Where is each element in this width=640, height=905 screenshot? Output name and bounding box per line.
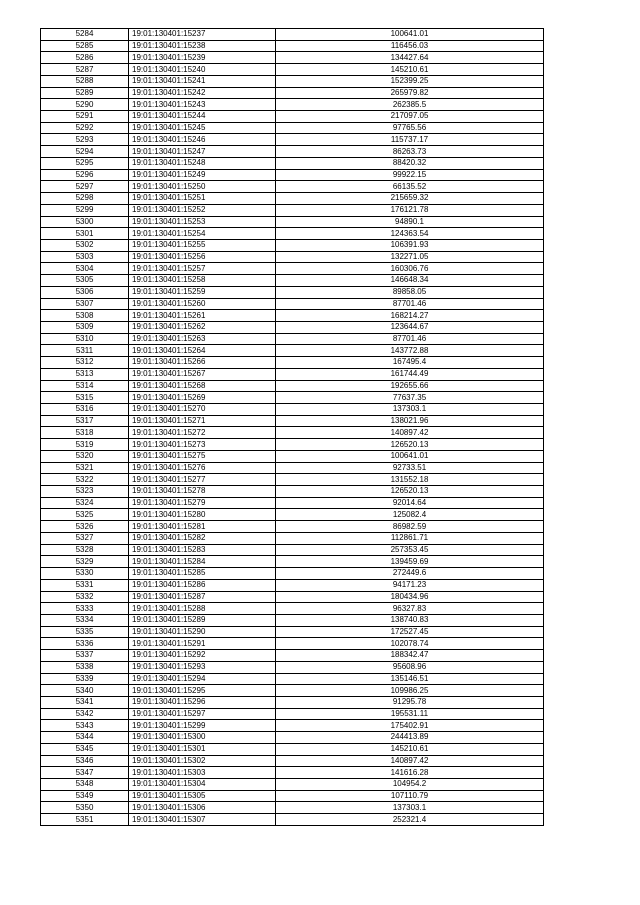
row-number-cell: 5292 — [41, 122, 129, 134]
amount-cell: 87701.46 — [276, 298, 544, 310]
amount-cell: 175402.91 — [276, 720, 544, 732]
cadastral-number-cell: 19:01:130401:15263 — [129, 333, 276, 345]
cadastral-number-cell: 19:01:130401:15283 — [129, 544, 276, 556]
table-row — [41, 802, 544, 814]
table-row — [41, 450, 544, 462]
row-number-cell: 5290 — [41, 99, 129, 111]
amount-cell: 168214.27 — [276, 310, 544, 322]
table-row — [41, 134, 544, 146]
cadastral-number-cell: 19:01:130401:15282 — [129, 532, 276, 544]
row-number-cell: 5286 — [41, 52, 129, 64]
amount-cell: 172527.45 — [276, 626, 544, 638]
cadastral-number-cell: 19:01:130401:15285 — [129, 568, 276, 580]
cadastral-number-cell: 19:01:130401:15273 — [129, 439, 276, 451]
cadastral-number-cell: 19:01:130401:15304 — [129, 779, 276, 791]
data-table — [40, 28, 544, 826]
table-row — [41, 298, 544, 310]
cadastral-number-cell: 19:01:130401:15271 — [129, 415, 276, 427]
cadastral-number-cell: 19:01:130401:15269 — [129, 392, 276, 404]
amount-cell: 126520.13 — [276, 439, 544, 451]
cadastral-number-cell: 19:01:130401:15286 — [129, 579, 276, 591]
cadastral-number-cell: 19:01:130401:15303 — [129, 767, 276, 779]
cadastral-number-cell: 19:01:130401:15272 — [129, 427, 276, 439]
table-row — [41, 193, 544, 205]
table-row — [41, 462, 544, 474]
row-number-cell: 5314 — [41, 380, 129, 392]
table-row — [41, 228, 544, 240]
amount-cell: 176121.78 — [276, 204, 544, 216]
row-number-cell: 5310 — [41, 333, 129, 345]
row-number-cell: 5345 — [41, 743, 129, 755]
amount-cell: 262385.5 — [276, 99, 544, 111]
row-number-cell: 5294 — [41, 146, 129, 158]
table-row — [41, 345, 544, 357]
table-row — [41, 732, 544, 744]
cadastral-number-cell: 19:01:130401:15262 — [129, 321, 276, 333]
row-number-cell: 5295 — [41, 157, 129, 169]
cadastral-number-cell: 19:01:130401:15258 — [129, 275, 276, 287]
amount-cell: 132271.05 — [276, 251, 544, 263]
table-row — [41, 64, 544, 76]
amount-cell: 109986.25 — [276, 685, 544, 697]
row-number-cell: 5288 — [41, 75, 129, 87]
amount-cell: 88420.32 — [276, 157, 544, 169]
amount-cell: 152399.25 — [276, 75, 544, 87]
amount-cell: 137303.1 — [276, 404, 544, 416]
table-row — [41, 427, 544, 439]
cadastral-number-cell: 19:01:130401:15300 — [129, 732, 276, 744]
table-row — [41, 486, 544, 498]
row-number-cell: 5321 — [41, 462, 129, 474]
cadastral-number-cell: 19:01:130401:15291 — [129, 638, 276, 650]
cadastral-number-cell: 19:01:130401:15289 — [129, 614, 276, 626]
row-number-cell: 5325 — [41, 509, 129, 521]
table-row — [41, 368, 544, 380]
table-row — [41, 626, 544, 638]
table-row — [41, 122, 544, 134]
cadastral-number-cell: 19:01:130401:15247 — [129, 146, 276, 158]
table-row — [41, 579, 544, 591]
cadastral-number-cell: 19:01:130401:15237 — [129, 29, 276, 41]
amount-cell: 138740.83 — [276, 614, 544, 626]
row-number-cell: 5317 — [41, 415, 129, 427]
amount-cell: 89858.05 — [276, 286, 544, 298]
row-number-cell: 5348 — [41, 779, 129, 791]
row-number-cell: 5315 — [41, 392, 129, 404]
row-number-cell: 5320 — [41, 450, 129, 462]
amount-cell: 106391.93 — [276, 239, 544, 251]
cadastral-number-cell: 19:01:130401:15294 — [129, 673, 276, 685]
cadastral-number-cell: 19:01:130401:15276 — [129, 462, 276, 474]
amount-cell: 131552.18 — [276, 474, 544, 486]
row-number-cell: 5329 — [41, 556, 129, 568]
table-row — [41, 767, 544, 779]
row-number-cell: 5291 — [41, 111, 129, 123]
row-number-cell: 5339 — [41, 673, 129, 685]
row-number-cell: 5332 — [41, 591, 129, 603]
table-row — [41, 286, 544, 298]
row-number-cell: 5287 — [41, 64, 129, 76]
table-row — [41, 790, 544, 802]
cadastral-number-cell: 19:01:130401:15295 — [129, 685, 276, 697]
data-sheet — [40, 28, 543, 826]
amount-cell: 146648.34 — [276, 275, 544, 287]
row-number-cell: 5324 — [41, 497, 129, 509]
table-row — [41, 439, 544, 451]
cadastral-number-cell: 19:01:130401:15290 — [129, 626, 276, 638]
amount-cell: 99922.15 — [276, 169, 544, 181]
amount-cell: 188342.47 — [276, 650, 544, 662]
amount-cell: 77637.35 — [276, 392, 544, 404]
cadastral-number-cell: 19:01:130401:15305 — [129, 790, 276, 802]
cadastral-number-cell: 19:01:130401:15246 — [129, 134, 276, 146]
cadastral-number-cell: 19:01:130401:15301 — [129, 743, 276, 755]
cadastral-number-cell: 19:01:130401:15292 — [129, 650, 276, 662]
amount-cell: 135146.51 — [276, 673, 544, 685]
table-row — [41, 708, 544, 720]
amount-cell: 96327.83 — [276, 603, 544, 615]
cadastral-number-cell: 19:01:130401:15284 — [129, 556, 276, 568]
table-row — [41, 239, 544, 251]
row-number-cell: 5333 — [41, 603, 129, 615]
amount-cell: 272449.6 — [276, 568, 544, 580]
table-row — [41, 779, 544, 791]
row-number-cell: 5346 — [41, 755, 129, 767]
table-row — [41, 275, 544, 287]
table-row — [41, 251, 544, 263]
amount-cell: 66135.52 — [276, 181, 544, 193]
table-row — [41, 814, 544, 826]
row-number-cell: 5347 — [41, 767, 129, 779]
cadastral-number-cell: 19:01:130401:15293 — [129, 661, 276, 673]
table-row — [41, 181, 544, 193]
amount-cell: 112861.71 — [276, 532, 544, 544]
table-row — [41, 263, 544, 275]
table-row — [41, 321, 544, 333]
table-row — [41, 392, 544, 404]
cadastral-number-cell: 19:01:130401:15278 — [129, 486, 276, 498]
table-row — [41, 755, 544, 767]
amount-cell: 192655.66 — [276, 380, 544, 392]
row-number-cell: 5318 — [41, 427, 129, 439]
row-number-cell: 5309 — [41, 321, 129, 333]
table-row — [41, 521, 544, 533]
amount-cell: 139459.69 — [276, 556, 544, 568]
amount-cell: 95608.96 — [276, 661, 544, 673]
cadastral-number-cell: 19:01:130401:15252 — [129, 204, 276, 216]
amount-cell: 91295.78 — [276, 696, 544, 708]
cadastral-number-cell: 19:01:130401:15259 — [129, 286, 276, 298]
table-row — [41, 404, 544, 416]
cadastral-number-cell: 19:01:130401:15245 — [129, 122, 276, 134]
row-number-cell: 5313 — [41, 368, 129, 380]
table-row — [41, 497, 544, 509]
row-number-cell: 5319 — [41, 439, 129, 451]
row-number-cell: 5337 — [41, 650, 129, 662]
row-number-cell: 5326 — [41, 521, 129, 533]
cadastral-number-cell: 19:01:130401:15299 — [129, 720, 276, 732]
cadastral-number-cell: 19:01:130401:15256 — [129, 251, 276, 263]
amount-cell: 115737.17 — [276, 134, 544, 146]
row-number-cell: 5343 — [41, 720, 129, 732]
amount-cell: 217097.05 — [276, 111, 544, 123]
table-row — [41, 650, 544, 662]
cadastral-number-cell: 19:01:130401:15242 — [129, 87, 276, 99]
amount-cell: 126520.13 — [276, 486, 544, 498]
amount-cell: 92014.64 — [276, 497, 544, 509]
cadastral-number-cell: 19:01:130401:15241 — [129, 75, 276, 87]
amount-cell: 94171.23 — [276, 579, 544, 591]
table-row — [41, 568, 544, 580]
row-number-cell: 5306 — [41, 286, 129, 298]
table-row — [41, 415, 544, 427]
table-row — [41, 685, 544, 697]
row-number-cell: 5340 — [41, 685, 129, 697]
row-number-cell: 5298 — [41, 193, 129, 205]
cadastral-number-cell: 19:01:130401:15238 — [129, 40, 276, 52]
row-number-cell: 5303 — [41, 251, 129, 263]
cadastral-number-cell: 19:01:130401:15244 — [129, 111, 276, 123]
table-row — [41, 532, 544, 544]
row-number-cell: 5341 — [41, 696, 129, 708]
row-number-cell: 5349 — [41, 790, 129, 802]
cadastral-number-cell: 19:01:130401:15254 — [129, 228, 276, 240]
cadastral-number-cell: 19:01:130401:15243 — [129, 99, 276, 111]
amount-cell: 244413.89 — [276, 732, 544, 744]
table-row — [41, 638, 544, 650]
table-row — [41, 474, 544, 486]
amount-cell: 107110.79 — [276, 790, 544, 802]
row-number-cell: 5307 — [41, 298, 129, 310]
cadastral-number-cell: 19:01:130401:15281 — [129, 521, 276, 533]
amount-cell: 102078.74 — [276, 638, 544, 650]
amount-cell: 140897.42 — [276, 427, 544, 439]
table-row — [41, 720, 544, 732]
amount-cell: 97765.56 — [276, 122, 544, 134]
amount-cell: 86982.59 — [276, 521, 544, 533]
amount-cell: 87701.46 — [276, 333, 544, 345]
amount-cell: 137303.1 — [276, 802, 544, 814]
table-row — [41, 661, 544, 673]
row-number-cell: 5322 — [41, 474, 129, 486]
table-row — [41, 216, 544, 228]
cadastral-number-cell: 19:01:130401:15261 — [129, 310, 276, 322]
row-number-cell: 5330 — [41, 568, 129, 580]
cadastral-number-cell: 19:01:130401:15287 — [129, 591, 276, 603]
amount-cell: 125082.4 — [276, 509, 544, 521]
amount-cell: 167495.4 — [276, 357, 544, 369]
amount-cell: 124363.54 — [276, 228, 544, 240]
amount-cell: 134427.64 — [276, 52, 544, 64]
amount-cell: 143772.88 — [276, 345, 544, 357]
amount-cell: 140897.42 — [276, 755, 544, 767]
cadastral-number-cell: 19:01:130401:15268 — [129, 380, 276, 392]
row-number-cell: 5285 — [41, 40, 129, 52]
cadastral-number-cell: 19:01:130401:15248 — [129, 157, 276, 169]
table-row — [41, 591, 544, 603]
row-number-cell: 5308 — [41, 310, 129, 322]
amount-cell: 252321.4 — [276, 814, 544, 826]
cadastral-number-cell: 19:01:130401:15280 — [129, 509, 276, 521]
cadastral-number-cell: 19:01:130401:15257 — [129, 263, 276, 275]
row-number-cell: 5335 — [41, 626, 129, 638]
amount-cell: 145210.61 — [276, 743, 544, 755]
row-number-cell: 5328 — [41, 544, 129, 556]
amount-cell: 161744.49 — [276, 368, 544, 380]
row-number-cell: 5351 — [41, 814, 129, 826]
amount-cell: 92733.51 — [276, 462, 544, 474]
row-number-cell: 5334 — [41, 614, 129, 626]
row-number-cell: 5300 — [41, 216, 129, 228]
cadastral-number-cell: 19:01:130401:15306 — [129, 802, 276, 814]
table-row — [41, 743, 544, 755]
row-number-cell: 5350 — [41, 802, 129, 814]
row-number-cell: 5297 — [41, 181, 129, 193]
amount-cell: 86263.73 — [276, 146, 544, 158]
cadastral-number-cell: 19:01:130401:15239 — [129, 52, 276, 64]
table-row — [41, 52, 544, 64]
amount-cell: 141616.28 — [276, 767, 544, 779]
row-number-cell: 5331 — [41, 579, 129, 591]
amount-cell: 195531.11 — [276, 708, 544, 720]
cadastral-number-cell: 19:01:130401:15249 — [129, 169, 276, 181]
table-row — [41, 614, 544, 626]
cadastral-number-cell: 19:01:130401:15240 — [129, 64, 276, 76]
row-number-cell: 5327 — [41, 532, 129, 544]
cadastral-number-cell: 19:01:130401:15250 — [129, 181, 276, 193]
row-number-cell: 5342 — [41, 708, 129, 720]
table-row — [41, 29, 544, 41]
cadastral-number-cell: 19:01:130401:15307 — [129, 814, 276, 826]
table-row — [41, 99, 544, 111]
amount-cell: 104954.2 — [276, 779, 544, 791]
cadastral-number-cell: 19:01:130401:15275 — [129, 450, 276, 462]
table-body — [41, 29, 544, 826]
row-number-cell: 5293 — [41, 134, 129, 146]
amount-cell: 257353.45 — [276, 544, 544, 556]
table-row — [41, 333, 544, 345]
amount-cell: 116456.03 — [276, 40, 544, 52]
table-row — [41, 357, 544, 369]
cadastral-number-cell: 19:01:130401:15251 — [129, 193, 276, 205]
amount-cell: 100641.01 — [276, 450, 544, 462]
table-row — [41, 544, 544, 556]
cadastral-number-cell: 19:01:130401:15302 — [129, 755, 276, 767]
table-row — [41, 111, 544, 123]
table-row — [41, 310, 544, 322]
cadastral-number-cell: 19:01:130401:15288 — [129, 603, 276, 615]
cadastral-number-cell: 19:01:130401:15267 — [129, 368, 276, 380]
amount-cell: 265979.82 — [276, 87, 544, 99]
cadastral-number-cell: 19:01:130401:15266 — [129, 357, 276, 369]
row-number-cell: 5304 — [41, 263, 129, 275]
row-number-cell: 5302 — [41, 239, 129, 251]
table-row — [41, 87, 544, 99]
amount-cell: 123644.67 — [276, 321, 544, 333]
amount-cell: 100641.01 — [276, 29, 544, 41]
row-number-cell: 5316 — [41, 404, 129, 416]
amount-cell: 145210.61 — [276, 64, 544, 76]
amount-cell: 138021.96 — [276, 415, 544, 427]
table-row — [41, 673, 544, 685]
table-row — [41, 696, 544, 708]
cadastral-number-cell: 19:01:130401:15296 — [129, 696, 276, 708]
amount-cell: 180434.96 — [276, 591, 544, 603]
row-number-cell: 5289 — [41, 87, 129, 99]
cadastral-number-cell: 19:01:130401:15297 — [129, 708, 276, 720]
table-row — [41, 556, 544, 568]
row-number-cell: 5299 — [41, 204, 129, 216]
table-row — [41, 380, 544, 392]
row-number-cell: 5344 — [41, 732, 129, 744]
amount-cell: 215659.32 — [276, 193, 544, 205]
cadastral-number-cell: 19:01:130401:15255 — [129, 239, 276, 251]
cadastral-number-cell: 19:01:130401:15264 — [129, 345, 276, 357]
table-row — [41, 169, 544, 181]
row-number-cell: 5301 — [41, 228, 129, 240]
row-number-cell: 5305 — [41, 275, 129, 287]
cadastral-number-cell: 19:01:130401:15279 — [129, 497, 276, 509]
table-row — [41, 75, 544, 87]
amount-cell: 160306.76 — [276, 263, 544, 275]
table-row — [41, 509, 544, 521]
row-number-cell: 5338 — [41, 661, 129, 673]
row-number-cell: 5284 — [41, 29, 129, 41]
cadastral-number-cell: 19:01:130401:15270 — [129, 404, 276, 416]
row-number-cell: 5296 — [41, 169, 129, 181]
row-number-cell: 5311 — [41, 345, 129, 357]
amount-cell: 94890.1 — [276, 216, 544, 228]
table-row — [41, 40, 544, 52]
row-number-cell: 5336 — [41, 638, 129, 650]
cadastral-number-cell: 19:01:130401:15260 — [129, 298, 276, 310]
table-row — [41, 157, 544, 169]
row-number-cell: 5312 — [41, 357, 129, 369]
cadastral-number-cell: 19:01:130401:15277 — [129, 474, 276, 486]
table-row — [41, 603, 544, 615]
row-number-cell: 5323 — [41, 486, 129, 498]
table-row — [41, 146, 544, 158]
cadastral-number-cell: 19:01:130401:15253 — [129, 216, 276, 228]
table-row — [41, 204, 544, 216]
